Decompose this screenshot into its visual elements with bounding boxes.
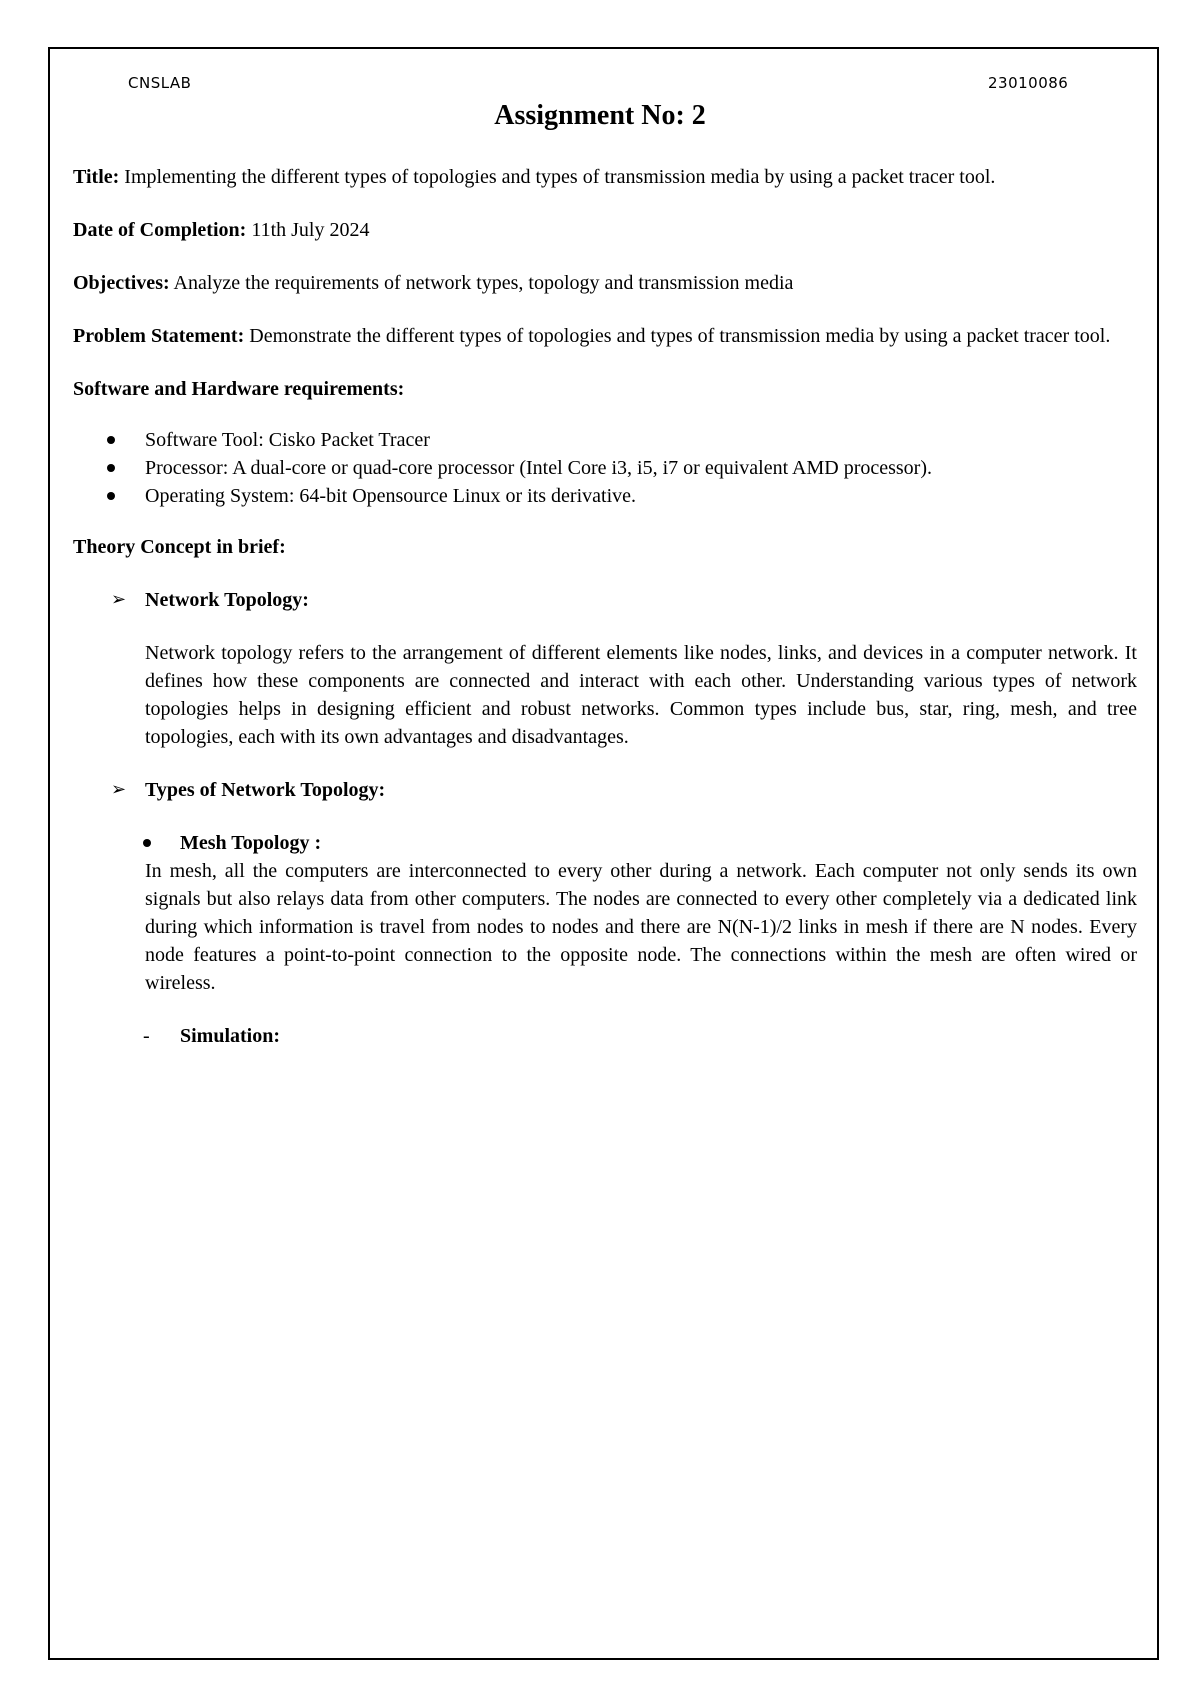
title-value: Implementing the different types of topologies and types of transmission media by using a packet tracer tool. <box>119 166 996 188</box>
dash-bullet-icon: - <box>143 1025 150 1047</box>
list-item: Operating System: 64-bit Opensource Linux or its derivative. <box>145 482 1137 510</box>
problem-label: Problem Statement: <box>73 325 245 347</box>
objectives-value: Analyze the requirements of network types, topology and transmission media <box>169 272 794 294</box>
page-title: Assignment No: 2 <box>494 100 706 131</box>
theory-heading: Theory Concept in brief: <box>73 536 286 558</box>
bullet-icon <box>143 839 151 847</box>
date-field <box>73 216 1137 244</box>
header-course-code: CNSLAB <box>128 74 192 92</box>
arrow-bullet-icon: ➢ <box>111 779 127 800</box>
list-item: Processor: A dual-core or quad-core processor (Intel Core i3, i5, i7 or equivalent AMD processor). <box>145 454 1137 482</box>
requirements-list <box>73 426 1137 510</box>
list-item: Software Tool: Cisko Packet Tracer <box>145 426 1137 454</box>
bullet-icon <box>107 492 115 500</box>
arrow-bullet-icon: ➢ <box>111 589 127 610</box>
mesh-topology-text: In mesh, all the computers are interconnected to every other during a network. Each computer not only sends its own signals but also relays data from other computers. The nodes are connected to every other completely via a dedicated link during which information is travel from nodes to nodes and there are N(N-1)/2 links in mesh if there are N nodes. Every node features a point-to-point connection to the opposite node. The connections within the mesh are often wired or wireless. <box>145 860 1137 994</box>
title-field <box>73 163 1137 191</box>
simulation-heading: - Simulation: <box>180 1022 1137 1050</box>
network-topology-text: Network topology refers to the arrangement of different elements like nodes, links, and devices in a computer network. It defines how these components are connected and interact with each other. Understanding various types of network topologies helps in designing efficient and robust networks. Common types include bus, star, ring, mesh, and tree topologies, each with its own advantages and disadvantages. <box>145 642 1137 748</box>
problem-value: Demonstrate the different types of topologies and types of transmission media by using a packet tracer tool. <box>244 325 1111 347</box>
bullet-icon <box>107 464 115 472</box>
title-label: Title: <box>73 166 120 188</box>
header-roll-number: 23010086 <box>988 74 1069 92</box>
network-topology-heading: ➢ Network Topology: <box>73 586 1137 614</box>
document-body <box>73 163 1137 1050</box>
objectives-field <box>73 269 1137 297</box>
date-value: 11th July 2024 <box>246 219 370 241</box>
mesh-topology-heading: Mesh Topology : <box>180 829 1137 857</box>
types-heading: ➢ Types of Network Topology: <box>73 776 1137 804</box>
bullet-icon <box>107 436 115 444</box>
objectives-label: Objectives: <box>73 272 170 294</box>
date-label: Date of Completion: <box>73 219 247 241</box>
requirements-heading: Software and Hardware requirements: <box>73 378 405 400</box>
problem-statement-field <box>73 322 1137 350</box>
